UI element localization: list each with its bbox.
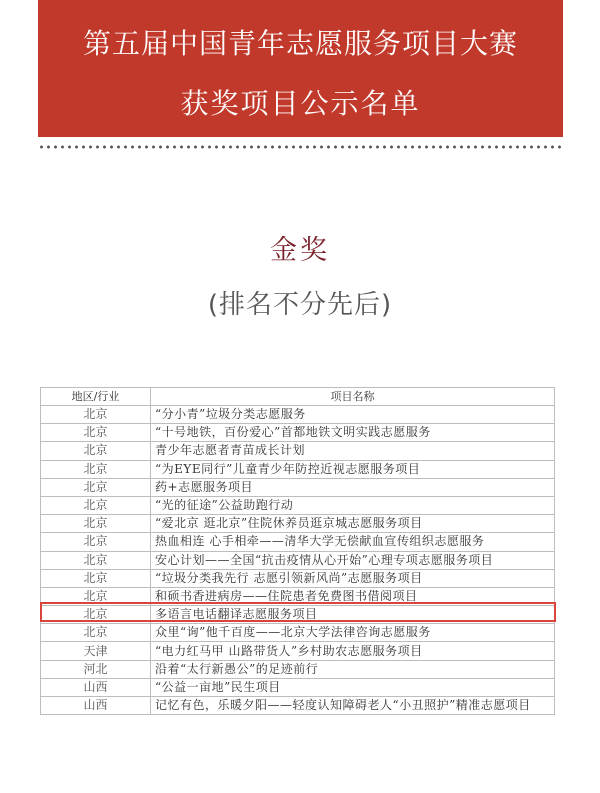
cell-project: “垃圾分类我先行 志愿引领新风尚”志愿服务项目: [151, 569, 555, 587]
table-row: [41, 678, 555, 696]
table-row: [41, 551, 555, 569]
cell-region: 北京: [41, 533, 151, 551]
cell-project: 药+志愿服务项目: [151, 478, 555, 496]
table-row: [41, 460, 555, 478]
cell-project: “为EYE同行”儿童青少年防控近视志愿服务项目: [151, 460, 555, 478]
banner-title-line2: 获奖项目公示名单: [180, 87, 421, 120]
header-project: 项目名称: [151, 388, 555, 406]
cell-project: “光的征途”公益助跑行动: [151, 496, 555, 514]
banner-title-line1: 第五届中国青年志愿服务项目大赛: [82, 27, 518, 60]
cell-project: 沿着“太行新愚公”的足迹前行: [151, 660, 555, 678]
table-row: [41, 442, 555, 460]
cell-project: 热血相连 心手相牵——清华大学无偿献血宣传组织志愿服务: [151, 533, 555, 551]
cell-project: 多语言电话翻译志愿服务项目: [151, 606, 555, 624]
cell-project: 青少年志愿者青苗成长计划: [151, 442, 555, 460]
table-row: [41, 478, 555, 496]
table-row: [41, 624, 555, 642]
table-row: [41, 587, 555, 605]
cell-region: 北京: [41, 424, 151, 442]
cell-region: 天津: [41, 642, 151, 660]
table-row: [41, 515, 555, 533]
table-row: [41, 569, 555, 587]
table-row: [41, 642, 555, 660]
cell-project: 记忆有色，乐暖夕阳——轻度认知障碍老人“小丑照护”精准志愿项目: [151, 697, 555, 715]
cell-project: “十号地铁，百份爱心”首都地铁文明实践志愿服务: [151, 424, 555, 442]
cell-project: 安心计划——全国“抗击疫情从心开始”心理专项志愿服务项目: [151, 551, 555, 569]
dotted-divider: [38, 145, 563, 149]
cell-region: 北京: [41, 460, 151, 478]
cell-project: 和硕书香进病房——住院患者免费图书借阅项目: [151, 587, 555, 605]
table-header-row: [41, 388, 555, 406]
cell-region: 北京: [41, 442, 151, 460]
cell-region: 北京: [41, 496, 151, 514]
cell-project: “爱北京 逛北京”住院休养员逛京城志愿服务项目: [151, 515, 555, 533]
table-row: [41, 660, 555, 678]
cell-region: 北京: [41, 551, 151, 569]
cell-region: 北京: [41, 587, 151, 605]
cell-region: 北京: [41, 624, 151, 642]
cell-region: 河北: [41, 660, 151, 678]
table-row: [41, 533, 555, 551]
award-heading: 金奖: [270, 235, 330, 266]
cell-region: 北京: [41, 478, 151, 496]
cell-project: “电力红马甲 山路带货人”乡村助农志愿服务项目: [151, 642, 555, 660]
cell-region: 北京: [41, 569, 151, 587]
cell-project: “分小青”垃圾分类志愿服务: [151, 406, 555, 424]
header-region: 地区/行业: [41, 388, 151, 406]
cell-project: 众里“询”他千百度——北京大学法律咨询志愿服务: [151, 624, 555, 642]
cell-region: 北京: [41, 606, 151, 624]
award-table: [40, 387, 555, 715]
cell-region: 北京: [41, 406, 151, 424]
table-row: [41, 424, 555, 442]
table-row: [41, 697, 555, 715]
cell-region: 山西: [41, 697, 151, 715]
table-body: [41, 406, 555, 715]
ranking-note: (排名不分先后): [207, 290, 393, 320]
cell-region: 北京: [41, 515, 151, 533]
table-row: [41, 406, 555, 424]
table-row: [41, 606, 555, 624]
table-row: [41, 496, 555, 514]
cell-region: 山西: [41, 678, 151, 696]
title-banner: [38, 0, 563, 137]
cell-project: “公益一亩地”民生项目: [151, 678, 555, 696]
